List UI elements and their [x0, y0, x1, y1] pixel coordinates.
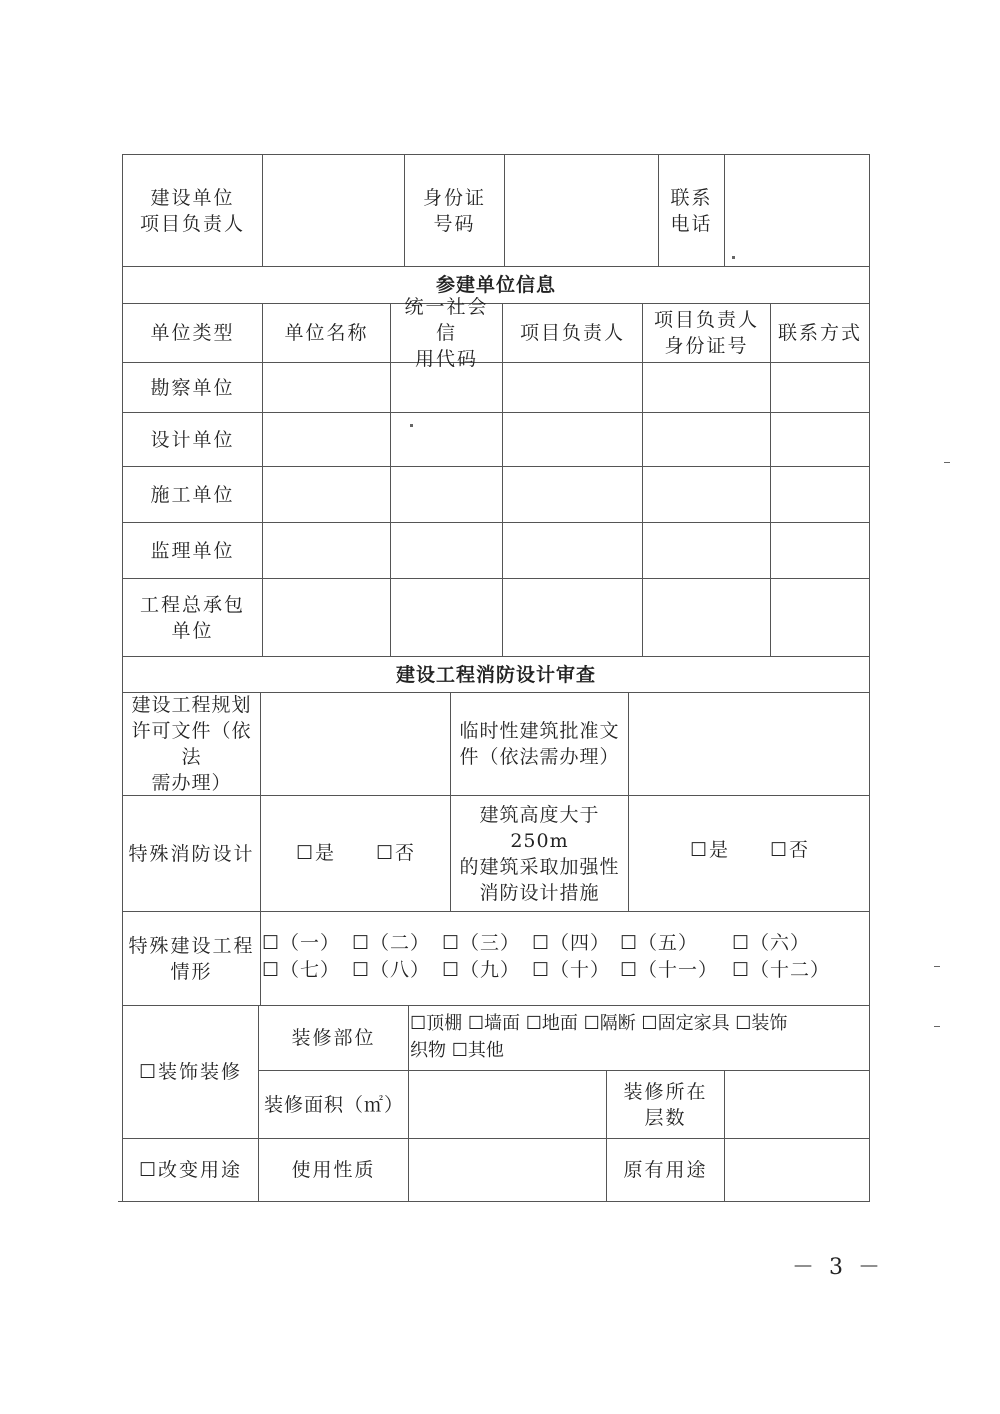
page-number: － 3 －: [792, 1255, 884, 1280]
id-number-field[interactable]: [506, 156, 657, 265]
header-contact: 联系方式: [777, 322, 862, 344]
special-case-8-checkbox[interactable]: ☐（八）: [352, 959, 431, 981]
special-case-7-checkbox[interactable]: ☐（七）: [262, 959, 341, 981]
special-case-11-checkbox[interactable]: ☐（十一）: [620, 959, 719, 981]
decoration-floor-label: 装修所在 层数: [623, 1080, 708, 1129]
special-fire-design-label: 特殊消防设计: [128, 842, 255, 865]
phone-field[interactable]: [726, 156, 868, 265]
scan-speck: [410, 424, 413, 427]
original-use-label: 原有用途: [623, 1159, 708, 1181]
section-participants-title: 参建单位信息: [435, 274, 556, 296]
decoration-parts-line-1: ☐顶棚 ☐墙面 ☐地面 ☐隔断 ☐固定家具 ☐装饰: [410, 1013, 788, 1034]
section-review-title: 建设工程消防设计审查: [395, 663, 596, 686]
construction-unit-project-leader-field[interactable]: [264, 156, 403, 265]
phone-label: 联系 电话: [670, 186, 713, 235]
special-case-5-checkbox[interactable]: ☐（五）: [620, 932, 699, 954]
special-case-3-checkbox[interactable]: ☐（三）: [442, 932, 521, 954]
header-unit-name: 单位名称: [284, 322, 369, 344]
planning-permit-field[interactable]: [262, 694, 449, 794]
decoration-checkbox[interactable]: ☐装饰装修: [138, 1061, 243, 1083]
special-case-2-checkbox[interactable]: ☐（二）: [352, 932, 431, 954]
scan-speck: [944, 462, 950, 463]
decoration-area-label: 装修面积（㎡）: [264, 1093, 405, 1116]
special-case-4-checkbox[interactable]: ☐（四）: [532, 932, 611, 954]
scan-speck: [934, 1026, 940, 1027]
row-construction-unit: 施工单位: [150, 483, 235, 506]
use-nature-label: 使用性质: [291, 1159, 376, 1181]
header-project-leader: 项目负责人: [519, 322, 625, 344]
construction-unit-project-leader-label: 建设单位 项目负责人: [139, 186, 245, 235]
header-credit-code: 统一社会信 用代码: [404, 296, 489, 370]
decoration-parts-line-2: 织物 ☐其他: [410, 1040, 504, 1061]
special-fire-yes-checkbox[interactable]: ☐是: [295, 842, 337, 864]
decoration-floor-field[interactable]: [726, 1072, 868, 1137]
temporary-building-field[interactable]: [630, 694, 868, 794]
special-case-6-checkbox[interactable]: ☐（六）: [732, 932, 811, 954]
header-leader-id: 项目负责人 身份证号: [653, 309, 759, 357]
planning-permit-label: 建设工程规划 许可文件（依法 需办理）: [131, 694, 252, 794]
height-over-250m-label: 建筑高度大于250m 的建筑采取加强性 消防设计措施: [459, 803, 620, 904]
special-case-12-checkbox[interactable]: ☐（十二）: [732, 959, 831, 981]
original-use-field[interactable]: [726, 1140, 868, 1200]
special-case-1-checkbox[interactable]: ☐（一）: [262, 932, 341, 954]
special-fire-no-checkbox[interactable]: ☐否: [375, 842, 417, 864]
scan-speck: [732, 256, 735, 259]
row-survey-unit: 勘察单位: [150, 376, 235, 399]
row-general-contractor: 工程总承包 单位: [139, 593, 245, 642]
special-case-label: 特殊建设工程 情形: [128, 934, 255, 983]
header-unit-type: 单位类型: [150, 322, 235, 344]
id-number-label: 身份证 号码: [422, 186, 486, 235]
scan-speck: [934, 966, 940, 967]
change-use-checkbox[interactable]: ☐改变用途: [138, 1159, 243, 1181]
decoration-part-label: 装修部位: [291, 1027, 376, 1049]
height-yes-checkbox[interactable]: ☐是: [689, 839, 731, 861]
decoration-parts-options[interactable]: [410, 1010, 866, 1064]
special-case-options: [262, 930, 862, 984]
special-case-10-checkbox[interactable]: ☐（十）: [532, 959, 611, 981]
temporary-building-label: 临时性建筑批准文 件（依法需办理）: [459, 720, 620, 768]
special-case-9-checkbox[interactable]: ☐（九）: [442, 959, 521, 981]
row-supervision-unit: 监理单位: [150, 539, 235, 562]
decoration-area-field[interactable]: [410, 1072, 605, 1137]
use-nature-field[interactable]: [410, 1140, 605, 1200]
row-design-unit: 设计单位: [150, 428, 235, 451]
height-no-checkbox[interactable]: ☐否: [769, 839, 811, 861]
